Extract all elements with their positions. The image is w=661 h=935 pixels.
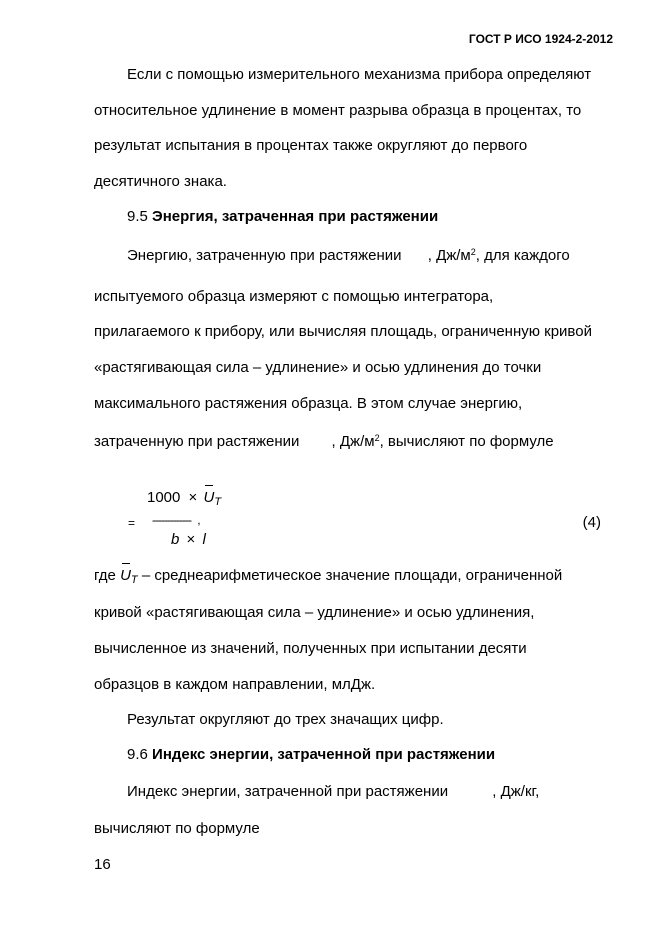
fraction-line: ------------- , xyxy=(152,513,200,527)
paragraph-line: максимального растяжения образца. В этом случае энергию, xyxy=(94,395,523,412)
page-number: 16 xyxy=(94,856,111,873)
paragraph-line: относительное удлинение в момент разрыва образца в процентах, то xyxy=(94,102,582,119)
text-fragment: затраченную при растяжении xyxy=(94,433,300,450)
formula-number: (4) xyxy=(582,514,601,531)
paragraph-line: «растягивающая сила – удлинение» и осью удлинения до точки xyxy=(94,359,542,376)
paragraph-line: вычисленное из значений, полученных при испытании десяти xyxy=(94,640,527,657)
paragraph-line: кривой «растягивающая сила – удлинение» и осью удлинения, xyxy=(94,604,535,621)
mean-bar xyxy=(122,563,130,564)
unit-text: , Дж/кг, xyxy=(492,783,540,800)
times-sign: × xyxy=(186,531,196,548)
paragraph-line: образцов в каждом направлении, млДж. xyxy=(94,676,376,693)
superscript: 2 xyxy=(374,433,380,443)
unit-text: , Дж/м xyxy=(427,247,471,264)
formula-numerator xyxy=(147,489,221,508)
paragraph-line: Если с помощью измерительного механизма прибора определяют xyxy=(127,66,592,83)
paragraph-line xyxy=(127,247,570,265)
paragraph-line xyxy=(127,783,539,801)
text-fragment: где xyxy=(94,567,116,584)
paragraph-line xyxy=(94,433,554,451)
section-title: Индекс энергии, затраченной при растяжении xyxy=(152,746,496,763)
document-header: ГОСТ Р ИСО 1924-2-2012 xyxy=(468,32,613,46)
text-fragment: Индекс энергии, затраченной при растяжении xyxy=(127,783,449,800)
section-9-6-heading xyxy=(127,746,495,764)
energy-symbol: $U_T$ xyxy=(120,567,138,584)
paragraph-line xyxy=(94,567,562,586)
paragraph-line: испытуемого образца измеряют с помощью интегратора, xyxy=(94,288,494,305)
section-9-5-heading xyxy=(127,208,438,226)
section-number: 9.5 xyxy=(127,208,148,225)
paragraph-line: прилагаемого к прибору, или вычисляя площадь, ограниченную кривой xyxy=(94,323,592,340)
superscript: 2 xyxy=(470,247,476,257)
text-fragment: , вычисляют по формуле xyxy=(379,433,554,450)
formula-equals: = xyxy=(128,516,136,530)
times-sign: × xyxy=(188,489,198,506)
unit-text: , Дж/м xyxy=(331,433,375,450)
formula-denominator xyxy=(171,531,206,549)
symbol-b: b xyxy=(171,531,180,548)
paragraph-line: вычисляют по формуле xyxy=(94,820,260,837)
section-title: Энергия, затраченная при растяжении xyxy=(152,208,439,225)
mean-bar xyxy=(205,485,213,486)
text-fragment: Энергию, затраченную при растяжении xyxy=(127,247,402,264)
paragraph-line: десятичного знака. xyxy=(94,173,227,190)
section-number: 9.6 xyxy=(127,746,148,763)
text-fragment: – среднеарифметическое значение площади, ограниченной xyxy=(141,567,563,584)
symbol-l: l xyxy=(202,531,206,548)
energy-symbol: $U_T$ xyxy=(203,489,221,506)
text-fragment: , для каждого xyxy=(475,247,570,264)
paragraph-line: результат испытания в процентах также округляют до первого xyxy=(94,137,528,154)
formula-number-1000: 1000 xyxy=(147,489,181,506)
paragraph-line: Результат округляют до трех значащих цифр. xyxy=(127,711,444,728)
